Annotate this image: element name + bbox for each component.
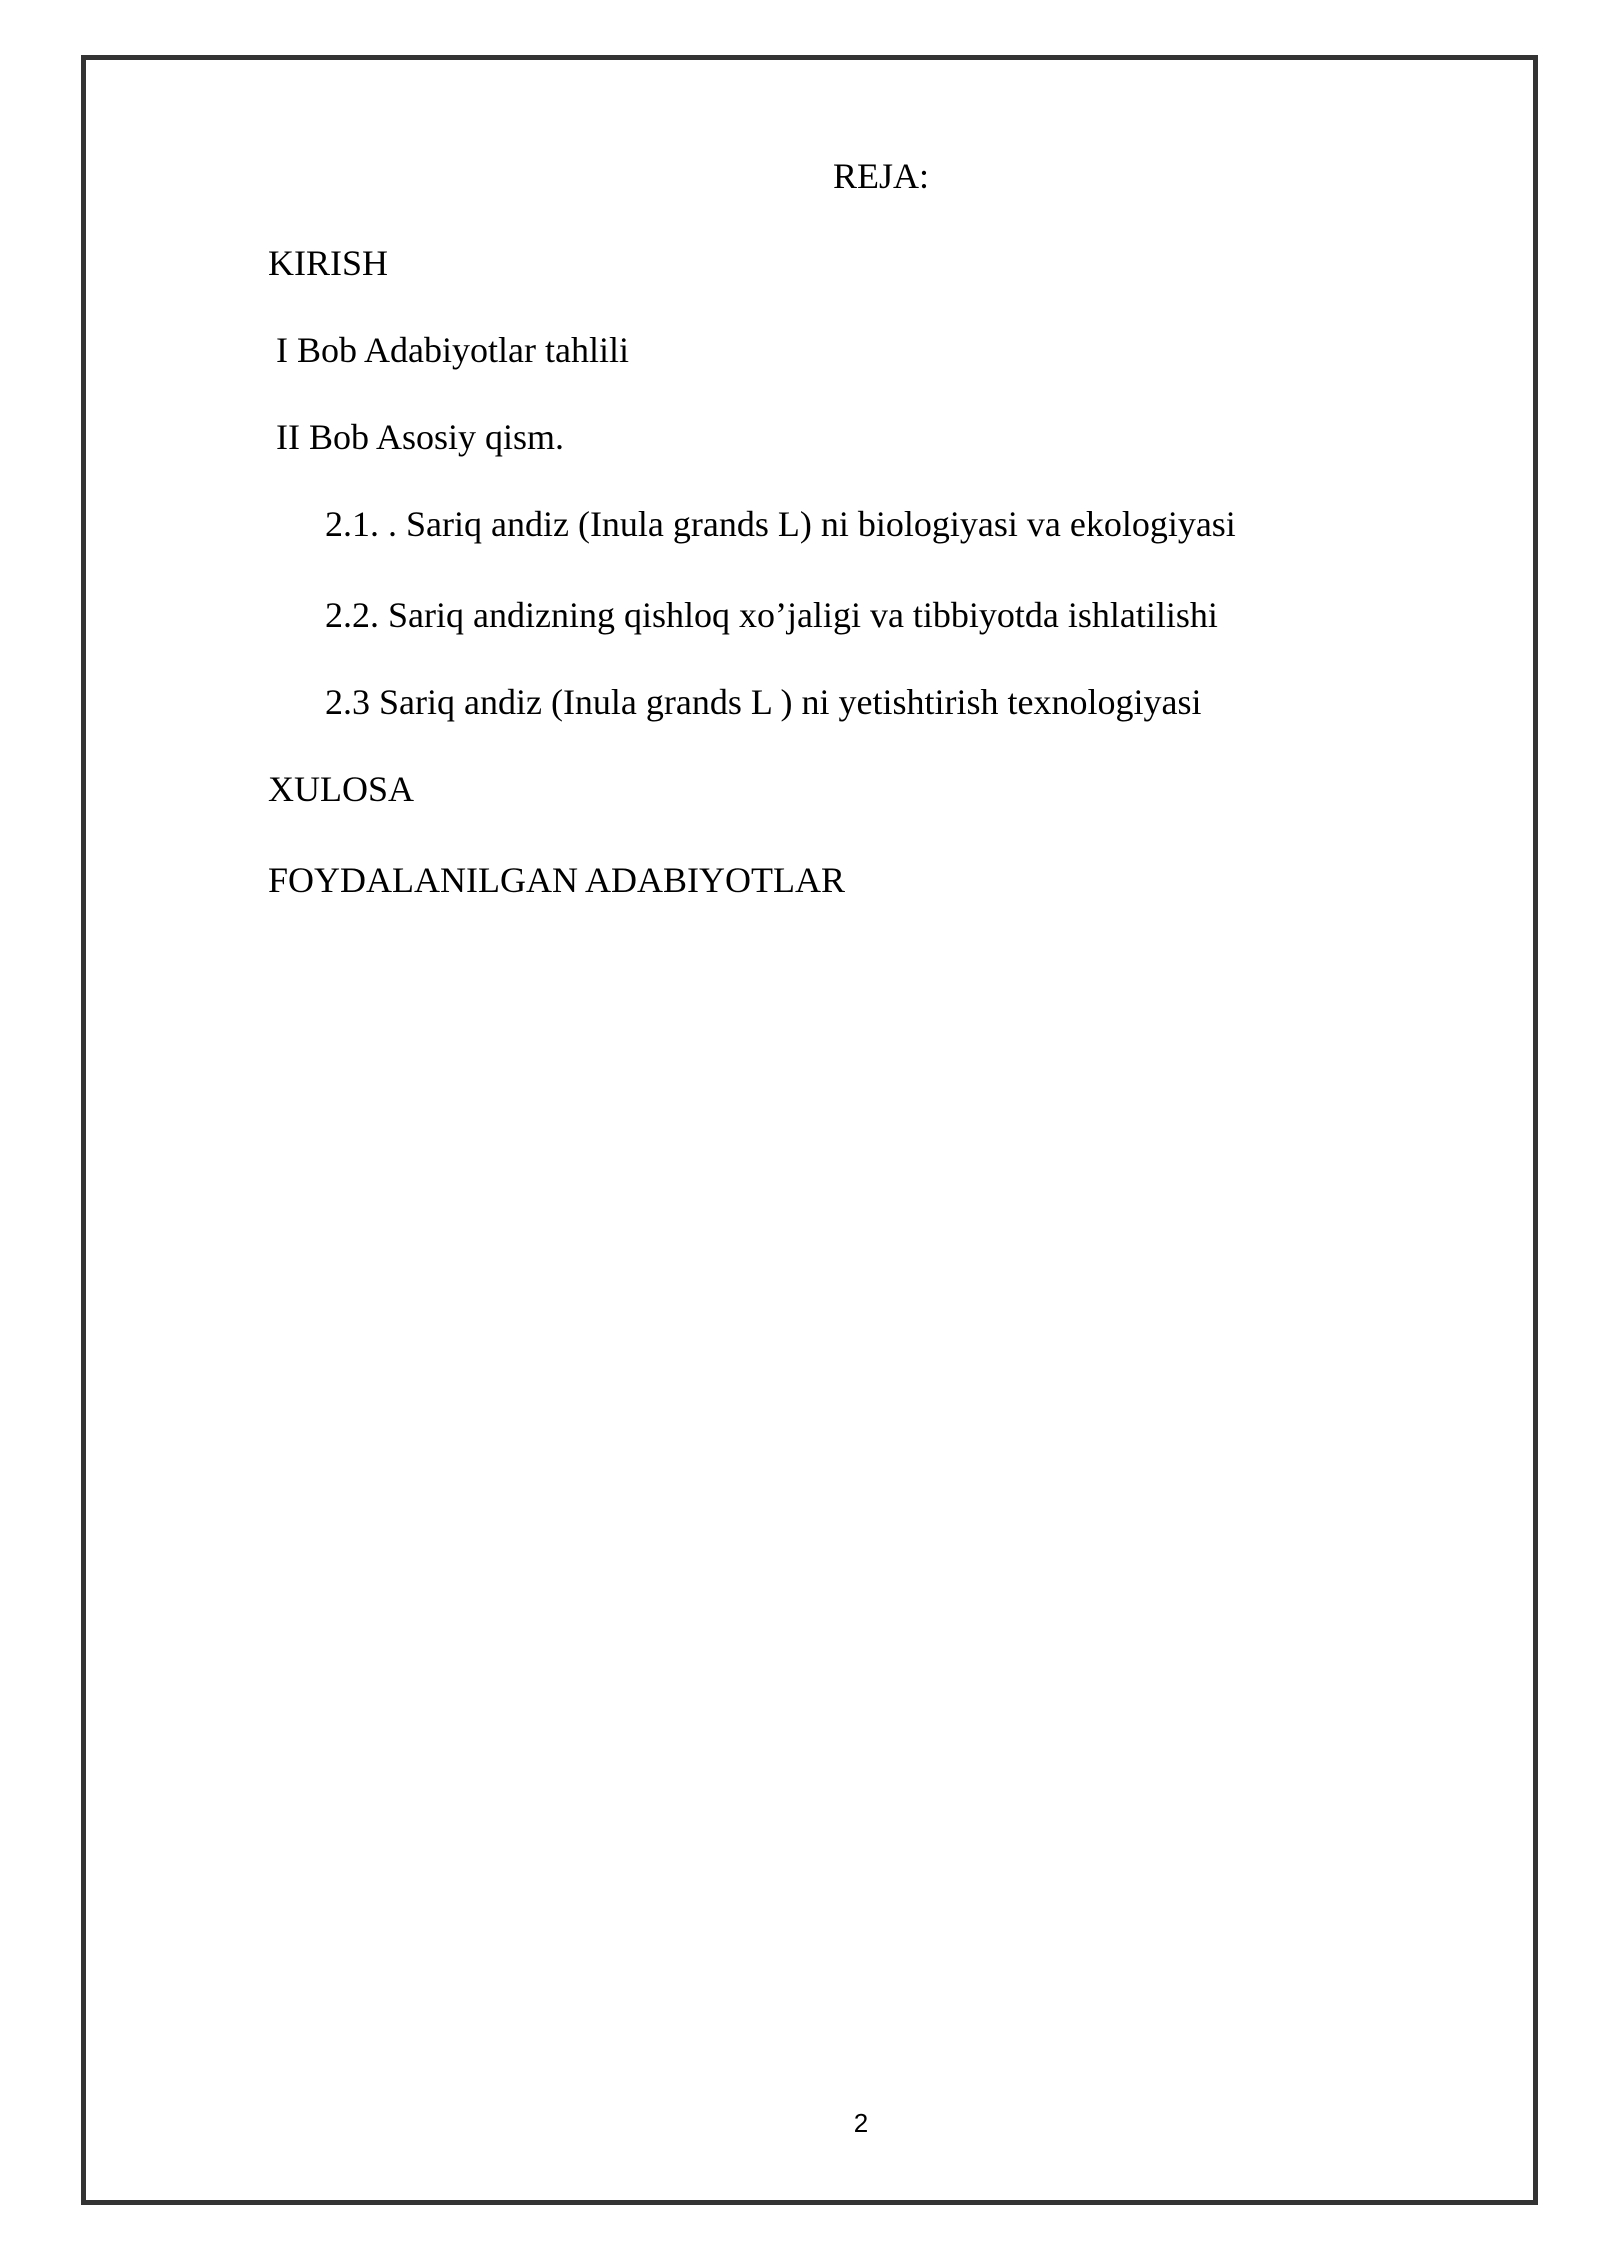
- toc-item-section-2-3: 2.3 Sariq andiz (Inula grands L ) ni yetishtirish texnologiyasi: [325, 682, 1202, 722]
- toc-item-conclusion: XULOSA: [268, 769, 415, 809]
- toc-item-references: FOYDALANILGAN ADABIYOTLAR: [268, 860, 845, 900]
- toc-item-intro: KIRISH: [268, 243, 389, 283]
- toc-item-chapter-2: II Bob Asosiy qism.: [276, 417, 565, 457]
- toc-item-section-2-1: 2.1. . Sariq andiz (Inula grands L) ni biologiyasi va ekologiyasi: [325, 504, 1236, 544]
- page-title: REJA:: [832, 156, 929, 196]
- page-border-frame: [81, 55, 1538, 2205]
- page-number: 2: [853, 2108, 869, 2138]
- toc-item-chapter-1: I Bob Adabiyotlar tahlili: [276, 330, 629, 370]
- toc-item-section-2-2: 2.2. Sariq andizning qishloq xo’jaligi va tibbiyotda ishlatilishi: [325, 595, 1218, 635]
